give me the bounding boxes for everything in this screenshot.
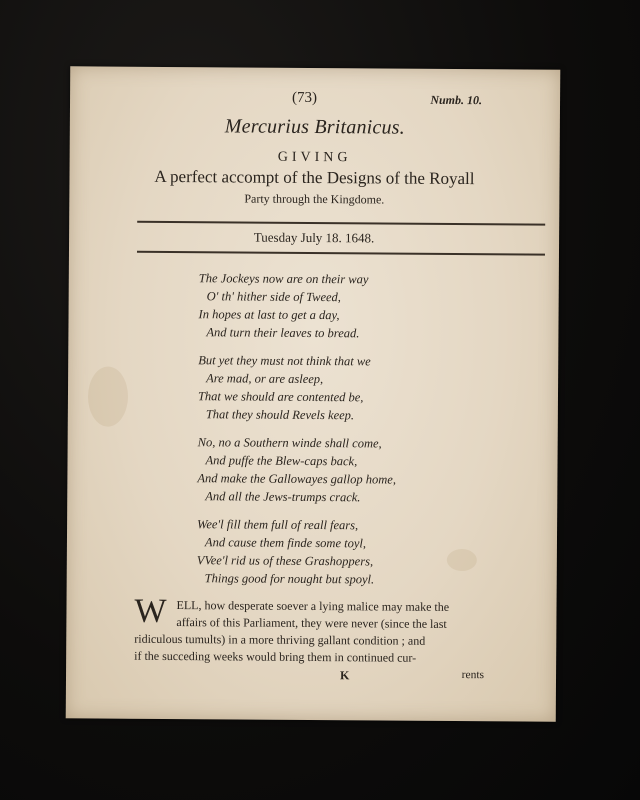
poem-line: Are mad, or are asleep,: [206, 371, 324, 387]
issue-date: Tuesday July 18. 1648.: [253, 229, 375, 246]
catchword: rents: [461, 669, 485, 682]
prose-line: if the succeding weeks would bring them in continued cur-: [134, 648, 417, 665]
poem-line: The Jockeys now are on their way: [198, 271, 369, 287]
poem: [197, 269, 489, 599]
issue-number: Numb. 10.: [430, 92, 483, 108]
subtitle-line-2: Party through the Kingdome.: [244, 191, 385, 207]
poem-line: VVee'l rid us of these Grashoppers,: [196, 553, 374, 569]
newspaper-page: [66, 66, 561, 721]
poem-line: That we should are contented be,: [197, 389, 364, 405]
poem-line: In hopes at last to get a day,: [198, 307, 340, 323]
poem-line: But yet they must not think that we: [198, 353, 371, 369]
poem-line: No, no a Southern winde shall come,: [197, 435, 382, 451]
prose-line: ridiculous tumults) in a more thriving gallant condition ; and: [134, 631, 426, 648]
poem-line: Wee'l fill them full of reall fears,: [197, 517, 359, 533]
prose-line: affairs of this Parliament, they were never (since the last: [176, 615, 447, 631]
signature-mark: K: [339, 668, 350, 683]
poem-line: And turn their leaves to bread.: [206, 325, 360, 341]
page-number: (73): [292, 89, 318, 107]
poem-line: That they should Revels keep.: [205, 407, 355, 423]
subtitle-line-1: A perfect accompt of the Designs of the Royall: [154, 166, 475, 189]
poem-line: And make the Gallowayes gallop home,: [197, 471, 397, 487]
top-rule: [137, 221, 545, 226]
poem-stanza: [197, 515, 487, 589]
poem-stanza: [197, 433, 487, 507]
poem-line: And all the Jews-trumps crack.: [205, 489, 361, 505]
poem-line: And puffe the Blew-caps back,: [205, 453, 358, 469]
poem-stanza: [198, 269, 488, 343]
poem-line: O' th' hither side of Tweed,: [206, 289, 342, 305]
poem-stanza: [198, 351, 488, 425]
poem-line: Things good for nought but spoyl.: [204, 571, 375, 587]
drop-cap: W: [134, 592, 167, 630]
poem-line: And cause them finde some toyl,: [204, 535, 367, 551]
bottom-rule: [137, 251, 545, 256]
giving-heading: GIVING: [277, 149, 352, 166]
prose-paragraph: [134, 592, 554, 668]
newspaper-title: Mercurius Britanicus.: [224, 115, 405, 139]
paper-stain: [88, 366, 128, 426]
prose-line: ELL, how desperate soever a lying malice may make the: [176, 598, 450, 614]
